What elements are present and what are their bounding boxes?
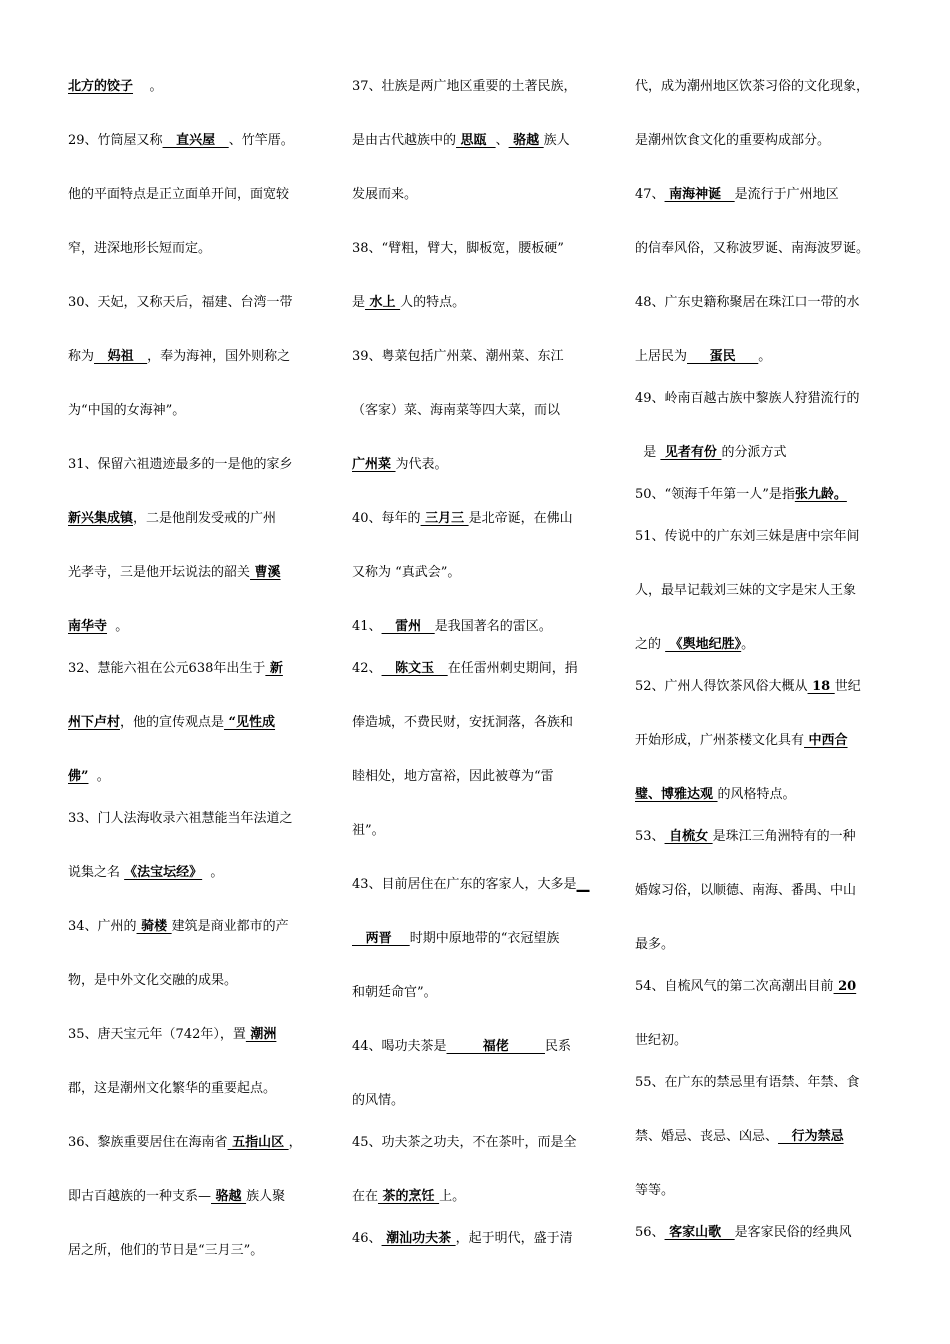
question-text: 的风情。	[352, 1093, 405, 1108]
text-line	[68, 972, 237, 990]
question-text: 37、壮族是两广地区重要的土著民族，	[352, 79, 577, 94]
text-line	[352, 564, 460, 582]
question-text: 时期中原地带的“衣冠望族	[409, 931, 560, 946]
question-text: 之的	[635, 637, 666, 652]
answer-blank: 两晋	[352, 931, 410, 946]
question-text: 、竹竿厝。	[228, 133, 294, 148]
question-text: 55、在广东的禁忌里有语禁、年禁、食	[635, 1075, 860, 1090]
question-text: 34、广州的	[68, 919, 137, 934]
answer-blank: 18	[807, 679, 835, 694]
answer-blank: 陈文玉	[381, 661, 448, 676]
answer-blank: 思瓯	[456, 133, 496, 148]
text-line	[352, 510, 573, 528]
text-line	[635, 1224, 852, 1242]
question-text: 民系	[544, 1039, 571, 1054]
answer-blank: 茶的烹饪	[378, 1189, 440, 1204]
answer-blank: 自梳女	[664, 829, 713, 844]
question-text: 窄，进深地形长短而定。	[68, 241, 212, 256]
answer-blank: 骆越	[211, 1189, 247, 1204]
answer-blank: 北方的饺子	[68, 79, 134, 94]
answer-blank: 《法宝坛经》	[124, 865, 203, 880]
answer-blank: 潮洲	[245, 1027, 277, 1042]
question-text: 45、功夫茶之功夫，不在茶叶，而是全	[352, 1135, 577, 1150]
text-line	[352, 1188, 465, 1206]
text-line	[352, 456, 448, 474]
question-text: 又称为 “真武会”。	[352, 565, 461, 580]
question-text: 43、目前居住在广东的客家人，大多是	[352, 877, 577, 892]
question-text: 32、慧能六祖在公元638年出生于	[68, 661, 266, 676]
answer-blank: 20	[833, 979, 857, 994]
question-text: 建筑是商业都市的产	[171, 919, 289, 934]
question-text: 是客家民俗的经典风	[734, 1225, 852, 1240]
question-text: 禁、婚忌、丧忌、凶忌、	[635, 1129, 779, 1144]
answer-blank: 妈祖	[94, 349, 148, 364]
question-text: ，起于明代，盛于清	[455, 1231, 573, 1246]
text-line	[635, 1182, 674, 1200]
question-text: 41、	[352, 619, 382, 634]
text-line	[68, 660, 283, 678]
text-line	[635, 348, 771, 366]
text-line	[635, 486, 847, 504]
text-line	[68, 810, 293, 828]
answer-blank: 州下卢村	[68, 715, 121, 730]
text-line	[68, 918, 289, 936]
question-text: （客家）菜、海南菜等四大菜，而以	[352, 403, 561, 418]
text-line	[352, 822, 385, 840]
answer-blank: 三月三	[420, 511, 469, 526]
text-line	[635, 186, 839, 204]
answer-blank: 璧、博雅达观	[635, 787, 718, 802]
answer-blank: 直兴屋	[162, 133, 229, 148]
text-line	[352, 660, 578, 678]
text-line	[635, 528, 860, 546]
text-line	[635, 786, 796, 804]
question-text: 42、	[352, 661, 382, 676]
question-text: 53、	[635, 829, 665, 844]
question-text: 代，成为潮州地区饮茶习俗的文化现象，	[635, 79, 870, 94]
question-text: 的风格特点。	[717, 787, 796, 802]
text-line	[68, 1026, 276, 1044]
question-text: 46、	[352, 1231, 382, 1246]
text-line	[635, 978, 856, 996]
answer-blank: 张九龄。	[794, 487, 847, 502]
answer-blank: 福佬	[446, 1039, 545, 1054]
question-text: 是潮州饮食文化的重要构成部分。	[635, 133, 831, 148]
text-line	[68, 864, 223, 882]
text-line	[352, 294, 465, 312]
question-text: 48、广东史籍称聚居在珠江口一带的水	[635, 295, 860, 310]
text-line	[635, 390, 860, 408]
text-line	[635, 828, 856, 846]
question-text: 35、唐天宝元年（742年），置	[68, 1027, 246, 1042]
answer-blank: 潮汕功夫茶	[381, 1231, 456, 1246]
text-line	[352, 714, 573, 732]
question-text: 族人聚	[246, 1189, 286, 1204]
text-line	[352, 930, 559, 948]
question-text: 世纪初。	[635, 1033, 688, 1048]
text-line	[68, 714, 275, 732]
text-line	[68, 1080, 276, 1098]
question-text: 光孝寺，三是他开坛说法的韶关	[68, 565, 251, 580]
question-text: 物，是中外文化交融的成果。	[68, 973, 238, 988]
question-text: 在在	[352, 1189, 379, 1204]
answer-blank: 五指山区	[227, 1135, 289, 1150]
text-line	[68, 456, 293, 474]
question-text: 。	[107, 619, 129, 634]
text-line	[352, 1038, 571, 1056]
answer-blank: 《舆地纪胜》	[665, 637, 742, 652]
answer-blank: 新	[265, 661, 283, 676]
text-line	[352, 1134, 577, 1152]
text-line	[352, 876, 590, 894]
text-line	[68, 132, 294, 150]
text-line	[68, 402, 185, 420]
question-text: ，	[288, 1135, 302, 1150]
question-text: 人，最早记载刘三妹的文字是宋人王象	[635, 583, 857, 598]
question-text: 称为	[68, 349, 95, 364]
question-text: 33、门人法海收录六祖慧能当年法道之	[68, 811, 293, 826]
text-line	[68, 78, 163, 96]
answer-blank: 新兴集成镇	[68, 511, 134, 526]
text-line	[635, 1128, 844, 1146]
question-text: 为“中国的女海神”。	[68, 403, 186, 418]
question-text: 他的平面特点是正立面单开间，面宽较	[68, 187, 290, 202]
question-text: 说集之名	[68, 865, 125, 880]
text-line	[635, 882, 856, 900]
question-text: 56、	[635, 1225, 665, 1240]
answer-blank: 客家山歌	[664, 1225, 735, 1240]
text-line	[635, 1074, 860, 1092]
question-text: 为代表。	[395, 457, 448, 472]
answer-blank: 佛”	[68, 769, 89, 784]
question-text: 是由古代越族中的	[352, 133, 457, 148]
text-line	[635, 444, 786, 462]
question-text: 族人	[543, 133, 570, 148]
question-text: 是北帝诞，在佛山	[468, 511, 573, 526]
answer-blank: 见者有份	[660, 445, 722, 460]
text-line	[68, 186, 289, 204]
answer-blank: “见性成	[224, 715, 276, 730]
answer-blank: 水上	[365, 295, 401, 310]
question-text: 44、喝功夫茶是	[352, 1039, 447, 1054]
question-text: 是	[352, 295, 366, 310]
question-text: 29、竹筒屋又称	[68, 133, 163, 148]
question-text: 郡，这是潮州文化繁华的重要起点。	[68, 1081, 277, 1096]
answer-blank: 行为禁忌	[778, 1129, 844, 1144]
question-text: 。	[133, 79, 163, 94]
question-text: 是	[635, 445, 661, 460]
question-text: 的分派方式	[721, 445, 787, 460]
question-text: 36、黎族重要居住在海南省	[68, 1135, 228, 1150]
question-text: 最多。	[635, 937, 675, 952]
text-line	[635, 78, 869, 96]
question-text: 47、	[635, 187, 665, 202]
text-line	[635, 132, 830, 150]
question-text: 上居民为	[635, 349, 688, 364]
text-line	[68, 240, 211, 258]
text-line	[352, 78, 577, 96]
text-line	[68, 510, 276, 528]
question-text: 54、自梳风气的第二次高潮出目前	[635, 979, 834, 994]
text-line	[352, 132, 570, 150]
question-text: 等等。	[635, 1183, 675, 1198]
answer-blank: 中西合	[804, 733, 848, 748]
text-line	[68, 618, 128, 636]
question-text: 居之所，他们的节日是“三月三”。	[68, 1243, 264, 1258]
text-line	[635, 240, 869, 258]
question-text: 上。	[439, 1189, 466, 1204]
question-text: 是珠江三角洲特有的一种	[712, 829, 856, 844]
question-text: 。	[741, 637, 755, 652]
text-line	[352, 186, 417, 204]
question-text: 49、岭南百越古族中黎族人狩猎流行的	[635, 391, 860, 406]
question-text: ，奉为海神，国外则称之	[147, 349, 291, 364]
question-text: 是我国著名的雷区。	[434, 619, 552, 634]
question-text: 52、广州人得饮茶风俗大概从	[635, 679, 808, 694]
answer-blank: 骑楼	[136, 919, 172, 934]
text-line	[352, 240, 564, 258]
answer-blank: 南华寺	[68, 619, 108, 634]
text-line	[635, 582, 856, 600]
answer-blank: 曹溪	[250, 565, 281, 580]
text-line	[68, 1134, 302, 1152]
question-text: 39、粤菜包括广州菜、潮州菜、东江	[352, 349, 564, 364]
answer-blank: 骆越	[508, 133, 544, 148]
question-text: 婚嫁习俗，以顺德、南海、番禺、中山	[635, 883, 857, 898]
question-text: 发展而来。	[352, 187, 418, 202]
question-text: 51、传说中的广东刘三妹是唐中宗年间	[635, 529, 860, 544]
text-line	[352, 348, 564, 366]
answer-blank: 南海神诞	[664, 187, 735, 202]
question-text: 睦相处，地方富裕，因此被尊为“雷	[352, 769, 554, 784]
text-line	[352, 768, 554, 786]
question-text: 的信奉风俗，又称波罗诞、南海波罗诞。	[635, 241, 870, 256]
text-line	[68, 1242, 263, 1260]
text-line	[352, 618, 552, 636]
question-text: 即古百越族的一种支系—	[68, 1189, 212, 1204]
text-line	[635, 1032, 687, 1050]
question-text: 31、保留六祖遗迹最多的一是他的家乡	[68, 457, 293, 472]
question-text: 、	[495, 133, 509, 148]
question-text: 是流行于广州地区	[734, 187, 839, 202]
question-text: 世纪	[834, 679, 861, 694]
answer-blank: 蛋民	[687, 349, 759, 364]
answer-blank: 雷州	[381, 619, 435, 634]
question-text: ，二是他削发受戒的广州	[133, 511, 277, 526]
text-line	[352, 1092, 404, 1110]
question-text: 在任雷州刺史期间，捐	[447, 661, 578, 676]
question-text: 50、“领海千年第一人”是指	[635, 487, 795, 502]
text-line	[635, 678, 861, 696]
question-text: 开始形成，广州茶楼文化具有	[635, 733, 805, 748]
text-line	[635, 936, 674, 954]
question-text: 。	[758, 349, 772, 364]
text-line	[635, 636, 754, 654]
text-line	[635, 294, 860, 312]
text-line	[635, 732, 848, 750]
text-line	[68, 768, 110, 786]
question-text: 30、天妃，又称天后，福建、台湾一带	[68, 295, 293, 310]
answer-blank: 广州菜	[352, 457, 396, 472]
text-line	[352, 402, 560, 420]
question-text: 。	[202, 865, 224, 880]
text-line	[68, 294, 293, 312]
question-text: 祖”。	[352, 823, 385, 838]
text-line	[68, 348, 290, 366]
question-text: ，他的宣传观点是	[120, 715, 225, 730]
answer-blank: __	[576, 877, 590, 892]
question-text: 俸造城，不费民财，安抚洞落，各族和	[352, 715, 574, 730]
text-line	[68, 564, 281, 582]
question-text: 和朝廷命官”。	[352, 985, 437, 1000]
question-text: 。	[88, 769, 110, 784]
question-text: 40、每年的	[352, 511, 421, 526]
text-line	[352, 984, 437, 1002]
text-line	[68, 1188, 285, 1206]
question-text: 38、“臂粗，臂大，脚板宽，腰板硬”	[352, 241, 564, 256]
question-text: 人的特点。	[400, 295, 466, 310]
text-line	[352, 1230, 573, 1248]
